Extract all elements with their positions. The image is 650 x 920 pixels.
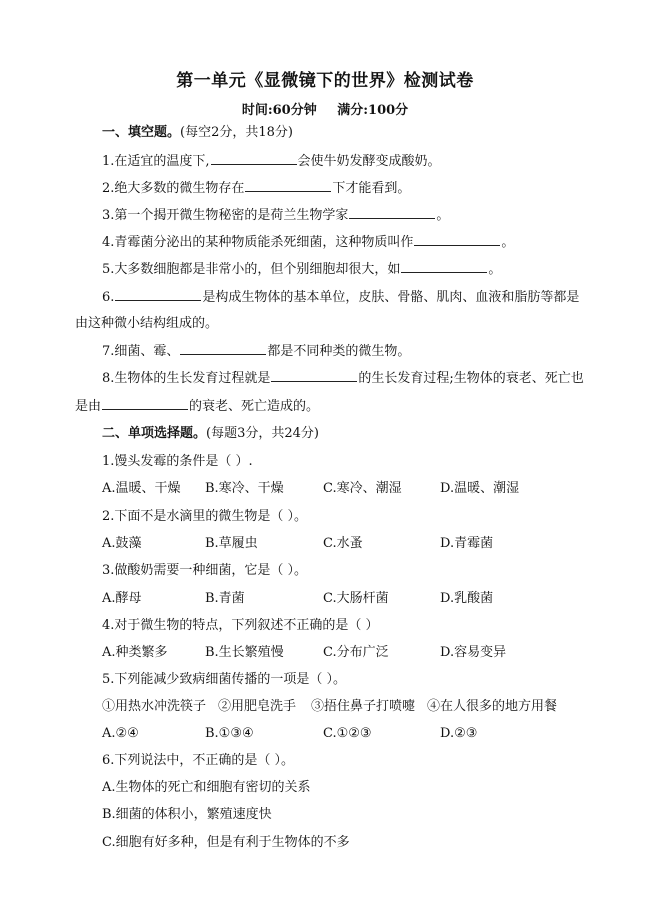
question-text: 的生长发育过程;生物体的衰老、死亡也 [358,371,584,386]
answer-blank[interactable] [180,342,266,355]
statement-1: ①用热水冲洗筷子 [102,699,207,714]
option-b[interactable]: B.寒冷、干燥 [205,481,284,496]
option-b[interactable]: B.青菌 [205,591,245,606]
fill-question-2 [102,179,410,198]
fill-question-6 [102,288,579,307]
option-d[interactable]: D.乳酸菌 [440,591,494,606]
choice-question-4: 4.对于微生物的特点，下列叙述不正确的是（ ） [102,618,379,633]
question-text: 7.细菌、霉、 [102,344,180,359]
question-text: 3.第一个揭开微生物秘密的是荷兰生物学家 [102,208,349,223]
choice-question-6: 6.下列说法中，不正确的是（ ）。 [102,753,295,768]
option-d[interactable]: D.青霉菌 [440,536,494,551]
option-b[interactable]: B.①③④ [205,726,254,741]
answer-blank[interactable] [349,206,435,219]
answer-blank[interactable] [115,288,201,301]
option-b[interactable]: B.草履虫 [205,536,258,551]
question-text: 5.大多数细胞都是非常小的，但个别细胞却很大，如 [102,262,401,277]
question-text: 是构成生物体的基本单位，皮肤、骨骼、肌肉、血液和脂肪等都是 [202,290,580,305]
choice-question-1: 1.馒头发霉的条件是（ ）. [102,454,253,469]
question-text: 会使牛奶发酵变成酸奶。 [297,154,441,169]
question-text: 都是不同种类的微生物。 [267,344,411,359]
answer-blank[interactable] [271,369,357,382]
option-b[interactable]: B.细菌的体积小，繁殖速度快 [102,807,272,822]
question-text: 1.在适宜的温度下, [102,154,210,169]
option-c[interactable]: C.①②③ [323,726,372,741]
question-text: 8.生物体的生长发育过程就是 [102,371,271,386]
option-a[interactable]: A.生物体的死亡和细胞有密切的关系 [102,780,311,795]
fill-question-5 [102,260,501,279]
answer-blank[interactable] [211,152,297,165]
fill-question-6-continued: 由这种微小结构组成的。 [75,316,219,331]
question-text: 2.绝大多数的微生物存在 [102,181,245,196]
question-text: 下才能看到。 [332,181,411,196]
question-text: 6. [102,290,115,305]
time-limit: 时间:60分钟 [241,103,317,118]
option-c[interactable]: C.分布广泛 [323,645,389,660]
section1-heading [102,124,293,142]
question-text: 4.青霉菌分泌出的某种物质能杀死细菌，这种物质叫作 [102,235,414,250]
statement-4: ④在人很多的地方用餐 [427,699,558,714]
question-text: 。 [436,208,450,223]
option-a[interactable]: A.温暖、干燥 [102,481,181,496]
section2-note: (每题3分，共24分) [206,426,319,441]
fill-question-8 [102,369,584,388]
question-text: 是由 [75,399,102,414]
answer-blank[interactable] [102,397,188,410]
option-a[interactable]: A.②④ [102,726,139,741]
choice-question-3: 3.做酸奶需要一种细菌，它是（ ）。 [102,563,308,578]
fill-question-3 [102,206,449,225]
fill-question-1 [102,152,441,171]
option-d[interactable]: D.容易变异 [440,645,507,660]
option-a[interactable]: A.酵母 [102,591,142,606]
answer-blank[interactable] [401,260,487,273]
answer-blank[interactable] [414,233,500,246]
option-c[interactable]: C.水蚤 [323,536,363,551]
section1-title: 一、填空题。 [102,125,181,140]
page-title: 第一单元《显微镜下的世界》检测试卷 [176,71,474,91]
fill-question-8-continued [75,397,319,416]
option-a[interactable]: A.鼓藻 [102,536,142,551]
section1-note: (每空2分，共18分) [180,125,293,140]
choice-question-5: 5.下列能减少致病细菌传播的一项是（ ）。 [102,672,347,687]
exam-info [0,99,650,118]
option-a[interactable]: A.种类繁多 [102,645,168,660]
option-c[interactable]: C.细胞有好多种，但是有利于生物体的不多 [102,835,350,850]
choice-question-2: 2.下面不是水滴里的微生物是（ ）。 [102,509,308,524]
question-text: 的衰老、死亡造成的。 [189,399,320,414]
fill-question-7 [102,342,410,361]
option-d[interactable]: D.温暖、潮湿 [440,481,520,496]
statement-2: ②用肥皂洗手 [218,699,297,714]
option-c[interactable]: C.大肠杆菌 [323,591,389,606]
answer-blank[interactable] [245,179,331,192]
full-score: 满分:100分 [337,103,409,118]
question-text: 。 [488,262,502,277]
statement-3: ③捂住鼻子打喷嚏 [311,699,416,714]
fill-question-4 [102,233,514,252]
question-text: 。 [501,235,515,250]
option-d[interactable]: D.②③ [440,726,478,741]
option-b[interactable]: B.生长繁殖慢 [205,645,284,660]
section2-title: 二、单项选择题。 [102,426,207,441]
section2-heading [102,425,319,443]
option-c[interactable]: C.寒冷、潮湿 [323,481,402,496]
